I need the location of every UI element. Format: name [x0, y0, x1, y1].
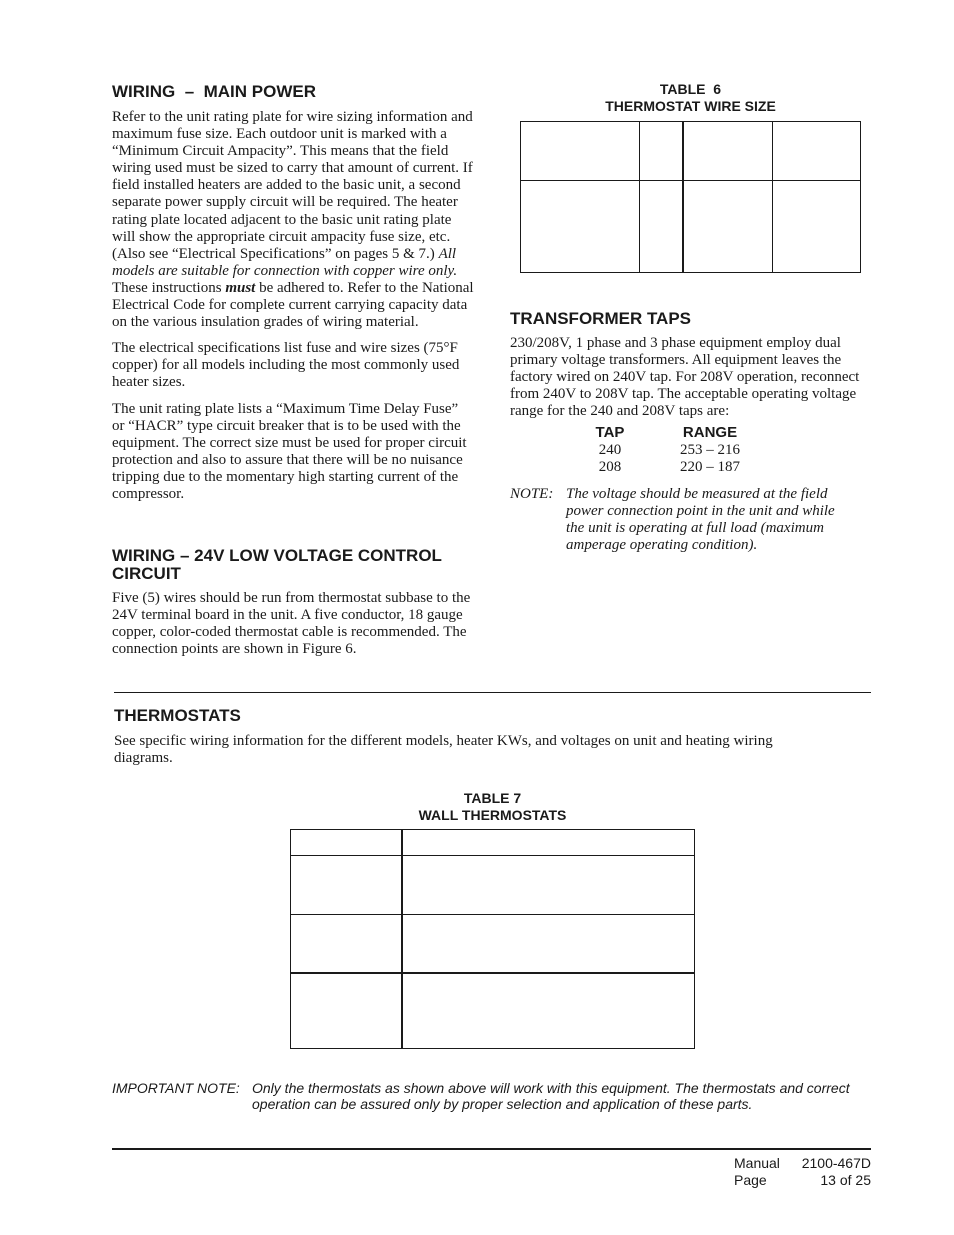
table6-label: TABLE 6	[659, 81, 722, 97]
tap-column-header: TAP	[595, 424, 625, 441]
transformer-paragraph: 230/208V, 1 phase and 3 phase equipment employ dual primary voltage transformers. All equipment leaves the factory wired on 240V tap. For 208V operation, reconnect from 240V to 208V tap. The acceptable operating voltage range for the 240 and 208V taps are:	[510, 335, 860, 420]
main-power-p1-copper-note: All models are suitable for connection with copper wire only.	[112, 245, 458, 279]
range-column-header: RANGE	[682, 424, 738, 441]
footer-manual-number: 2100-467D	[801, 1155, 871, 1171]
transformer-section	[510, 310, 872, 420]
main-power-p1-text-c: be adhered to. Refer to the National Electrical Code for complete current carrying capacity data on the various insulation grades of wiring material.	[112, 279, 474, 331]
table6-col-divider-1	[639, 122, 640, 272]
low-voltage-section	[112, 547, 474, 658]
range-row-240: 253 – 216	[680, 442, 740, 458]
main-power-p1-text-b: These instructions	[112, 279, 222, 296]
thermostats-heading: THERMOSTATS	[114, 706, 241, 725]
table7-row-divider-3	[291, 972, 694, 974]
table6-grid	[520, 121, 861, 273]
footer-page-label: Page	[734, 1172, 767, 1188]
footer-manual-label: Manual	[734, 1155, 780, 1171]
table7-row-divider-2	[291, 914, 694, 915]
table6-title: THERMOSTAT WIRE SIZE	[605, 98, 776, 114]
tap-row-208: 208	[598, 459, 622, 475]
main-power-p1-must: must	[225, 279, 256, 296]
table6-col-divider-3	[772, 122, 773, 272]
table6-col-divider-2	[682, 122, 684, 272]
main-power-heading: WIRING – MAIN POWER	[112, 82, 316, 101]
table6-row-divider	[521, 180, 860, 181]
thermostats-paragraph: See specific wiring information for the different models, heater KWs, and voltages on unit and heating wiring diagrams.	[114, 733, 773, 767]
table7-caption	[290, 790, 695, 824]
range-row-208: 220 – 187	[680, 459, 740, 475]
thermostats-section	[114, 707, 854, 767]
main-power-paragraph-2: The electrical specifications list fuse and wire sizes (75°F copper) for all models including the most commonly used heater sizes.	[112, 340, 460, 391]
low-voltage-heading: WIRING – 24V LOW VOLTAGE CONTROL CIRCUIT	[112, 546, 442, 583]
table7-label: TABLE 7	[463, 790, 522, 806]
footer-page-number: 13 of 25	[820, 1172, 871, 1188]
transformer-heading: TRANSFORMER TAPS	[510, 309, 692, 328]
low-voltage-paragraph: Five (5) wires should be run from thermostat subbase to the 24V terminal board in the unit. A five conductor, 18 gauge copper, color-coded thermostat cable is recommended. The connection points are shown in Figure 6.	[112, 590, 471, 658]
table6-caption	[520, 81, 861, 115]
main-power-paragraph-1	[112, 109, 474, 331]
transformer-note-text: The voltage should be measured at the field power connection point in the unit and while the unit is operating at full load (maximum amperage operating condition).	[566, 486, 835, 554]
main-power-section	[112, 83, 474, 503]
footer-divider	[112, 1148, 871, 1150]
transformer-note-label: NOTE:	[510, 486, 554, 502]
table7-grid	[290, 829, 695, 1049]
important-note-label: IMPORTANT NOTE:	[112, 1080, 240, 1096]
important-note-text: Only the thermostats as shown above will work with this equipment. The thermostats and correct operation can be assured only by proper selection and application of these parts.	[252, 1080, 850, 1112]
main-power-p1-text: Refer to the unit rating plate for wire sizing information and maximum fuse size. Each outdoor unit is marked with a “Minimum Circuit Ampacity”. This means that the field wiring used must be sized to carry that amount of current. If field installed heaters are added to the basic unit, a second separate power supply circuit will be required. The heater rating plate located adjacent to the basic unit rating plate will show the appropriate circuit ampacity fuse size, etc. (Also see “Electrical Specifications” on pages 5 & 7.)	[112, 109, 473, 262]
section-divider	[114, 692, 871, 693]
table7-row-divider-1	[291, 855, 694, 856]
table7-title: WALL THERMOSTATS	[418, 807, 567, 823]
tap-row-240: 240	[598, 442, 622, 458]
main-power-paragraph-3: The unit rating plate lists a “Maximum Time Delay Fuse” or “HACR” type circuit breaker that is to be used with the equipment. The correct size must be used for proper circuit protection and also to assure that there will be no nuisance tripping due to the momentary high starting current of the compressor.	[112, 400, 467, 502]
table7-col-divider	[401, 830, 403, 1048]
